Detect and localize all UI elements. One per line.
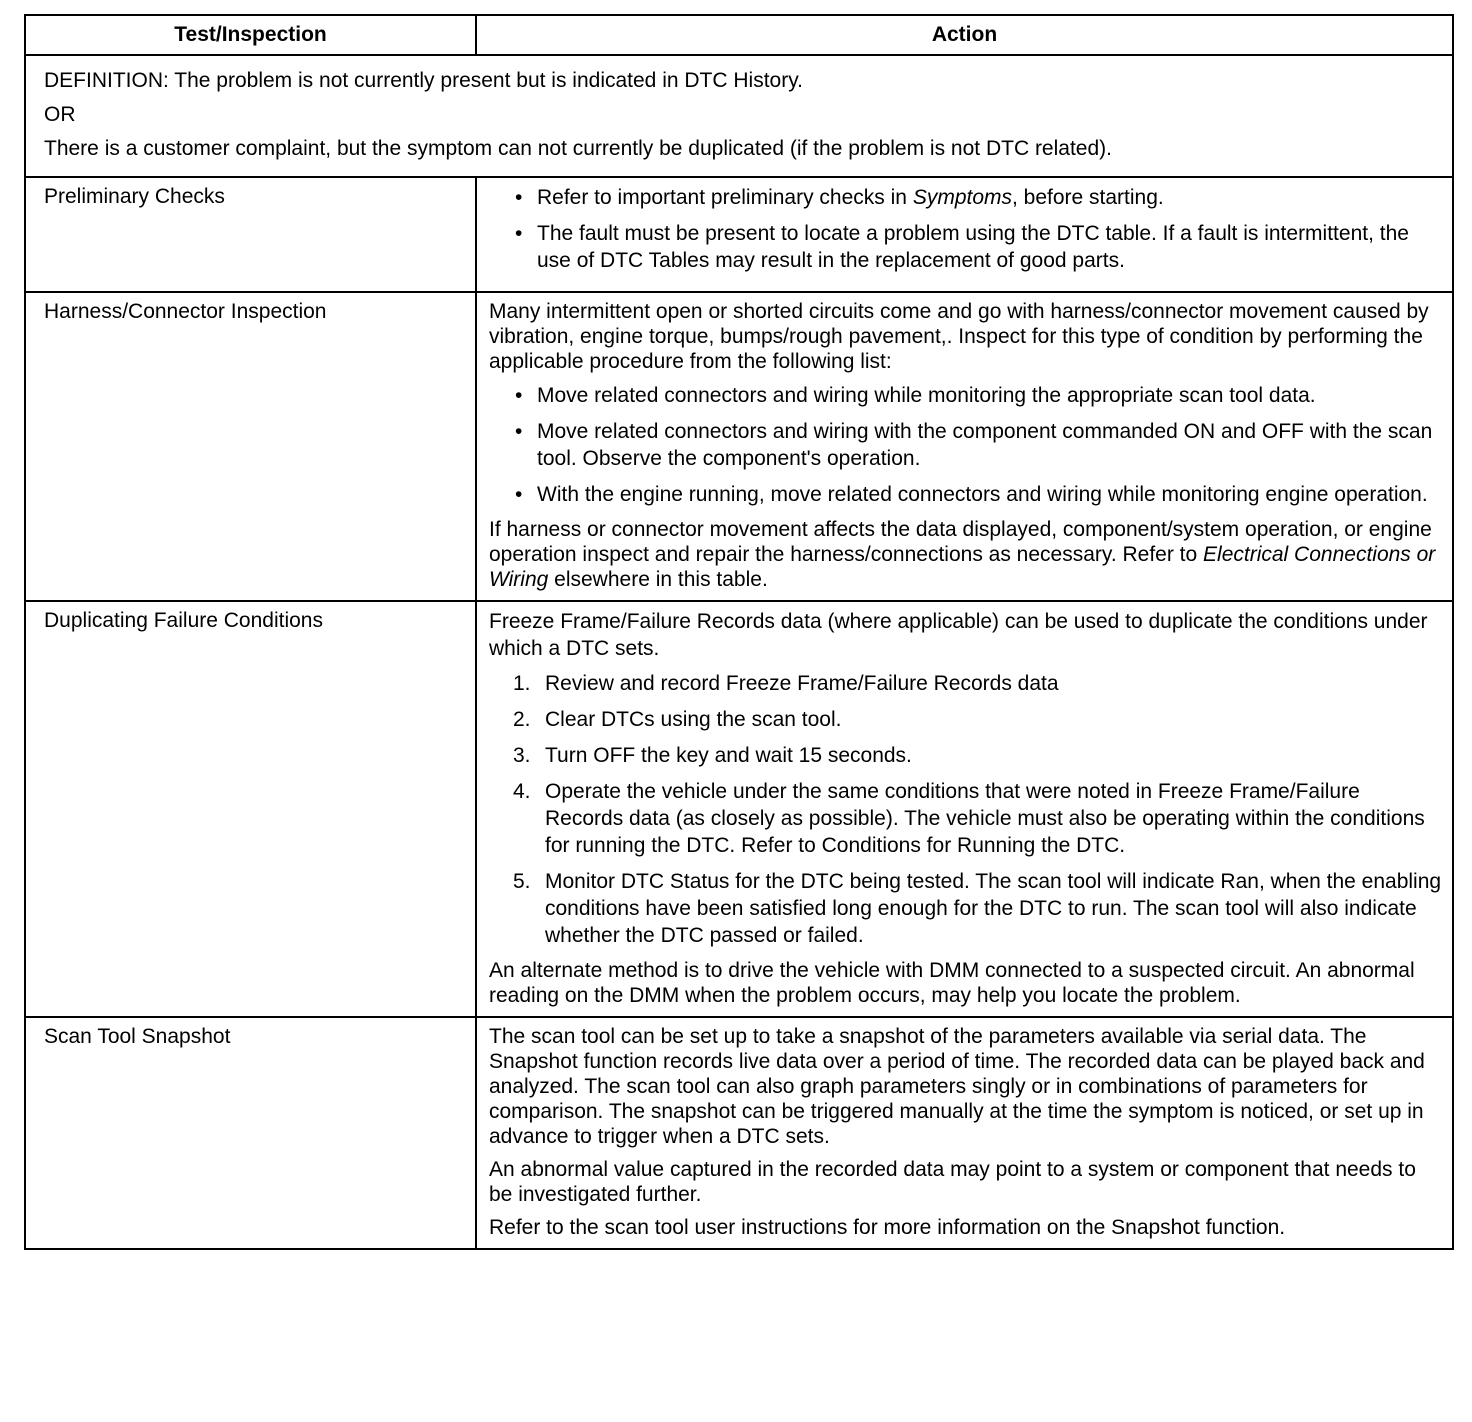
action-cell <box>476 292 1453 601</box>
list-item: 1. Review and record Freeze Frame/Failure Records data <box>513 672 1059 695</box>
list-item: 5. Monitor DTC Status for the DTC being tested. The scan tool will indicate Ran, when the enabling conditions have been satisfied long enough for the DTC to run. The scan tool will also indicate whether the DTC passed or failed. <box>513 870 1442 947</box>
action-paragraph: The scan tool can be set up to take a snapshot of the parameters available via serial data. The Snapshot function records live data over a period of time. The recorded data can be played back and analyzed. The scan tool can also graph parameters singly or in combinations of parameters for comparison. The snapshot can be triggered manually at the time the symptom is noticed, or set up in advance to trigger when a DTC sets. <box>489 1025 1425 1148</box>
list-item: • Move related connectors and wiring with the component commanded ON and OFF with the scan tool. Observe the component's operation. <box>489 418 1442 472</box>
header-action: Action <box>476 15 1453 55</box>
list-item: • Refer to important preliminary checks in Symptoms, before starting. <box>489 184 1442 211</box>
list-item: 2. Clear DTCs using the scan tool. <box>513 708 842 731</box>
action-cell <box>476 1017 1453 1249</box>
header-test-inspection: Test/Inspection <box>25 15 476 55</box>
header-row <box>25 15 1453 55</box>
action-paragraph: Refer to the scan tool user instructions for more information on the Snapshot function. <box>489 1216 1286 1239</box>
diagnostic-table <box>24 14 1454 1250</box>
list-item: 3. Turn OFF the key and wait 15 seconds. <box>513 744 912 767</box>
action-intro: Many intermittent open or shorted circuits come and go with harness/connector movement caused by vibration, engine torque, bumps/rough pavement,. Inspect for this type of condition by performing the applicable procedure from the following list: <box>489 300 1429 373</box>
test-name: Scan Tool Snapshot <box>25 1017 476 1249</box>
table-row <box>25 292 1453 601</box>
definition-line: DEFINITION: The problem is not currently present but is indicated in DTC History. <box>44 69 803 92</box>
action-paragraph: An abnormal value captured in the recorded data may point to a system or component that needs to be investigated further. <box>489 1158 1416 1206</box>
definition-row <box>25 55 1453 177</box>
step-number: 3. <box>513 744 531 767</box>
definition-cell <box>25 55 1453 177</box>
table-row <box>25 177 1453 292</box>
step-number: 4. <box>513 780 531 803</box>
test-name: Duplicating Failure Conditions <box>25 601 476 1017</box>
step-number: 2. <box>513 708 531 731</box>
action-cell <box>476 177 1453 292</box>
table-row <box>25 1017 1453 1249</box>
list-item: • With the engine running, move related connectors and wiring while monitoring engine operation. <box>489 481 1442 508</box>
list-item: • The fault must be present to locate a problem using the DTC table. If a fault is intermittent, the use of DTC Tables may result in the replacement of good parts. <box>489 220 1442 274</box>
table-row <box>25 601 1453 1017</box>
step-number: 1. <box>513 672 531 695</box>
action-intro: Freeze Frame/Failure Records data (where applicable) can be used to duplicate the conditions under which a DTC sets. <box>489 610 1428 660</box>
action-cell <box>476 601 1453 1017</box>
action-outro: An alternate method is to drive the vehicle with DMM connected to a suspected circuit. An abnormal reading on the DMM when the problem occurs, may help you locate the problem. <box>489 959 1415 1007</box>
step-number: 5. <box>513 870 531 893</box>
list-item: 4. Operate the vehicle under the same conditions that were noted in Freeze Frame/Failure Records data (as closely as possible). The vehicle must also be operating within the conditions for running the DTC. Refer to Conditions for Running the DTC. <box>513 780 1425 857</box>
action-outro: If harness or connector movement affects the data displayed, component/system operation, or engine operation inspect and repair the harness/connections as necessary. Refer to Electrical Connections or Wiring elsewhere in this table. <box>489 518 1436 591</box>
test-name: Harness/Connector Inspection <box>25 292 476 601</box>
reference-electrical-connections: Electrical Connections or Wiring <box>489 543 1436 591</box>
test-name: Preliminary Checks <box>25 177 476 292</box>
list-item: • Move related connectors and wiring while monitoring the appropriate scan tool data. <box>489 382 1442 409</box>
definition-or: OR <box>44 103 76 126</box>
reference-symptoms: Symptoms <box>912 186 1012 209</box>
definition-line-2: There is a customer complaint, but the symptom can not currently be duplicated (if the problem is not DTC related). <box>44 137 1112 160</box>
